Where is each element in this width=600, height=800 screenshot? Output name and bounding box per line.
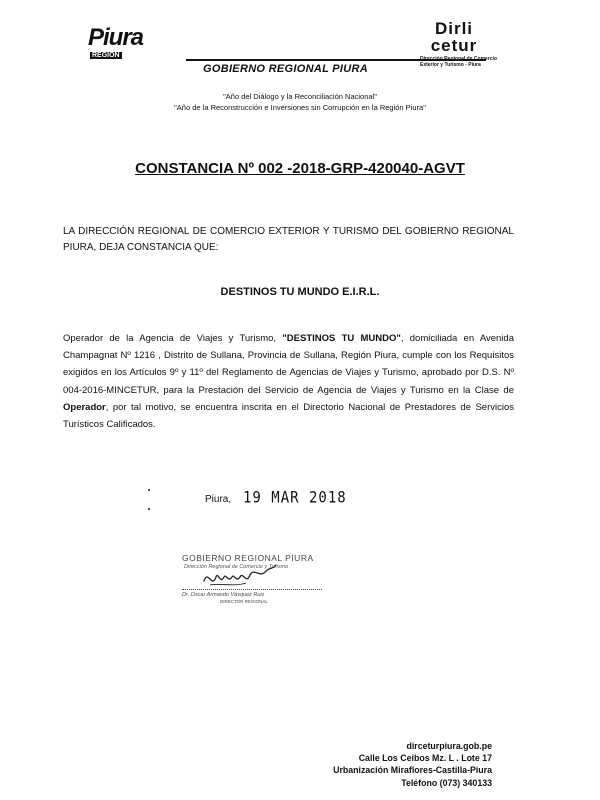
ink-dot xyxy=(148,508,150,510)
year-name-line: "Año del Diálogo y la Reconciliación Nacional" xyxy=(223,92,377,101)
footer-address: Urbanización Miraflores-Castilla-Piura xyxy=(333,765,492,776)
logo-description xyxy=(420,56,530,68)
year-name-line: "Año de la Reconstrucción e Inversiones sin Corrupción en la Región Piura" xyxy=(174,103,426,112)
company-name: DESTINOS TU MUNDO E.I.R.L. xyxy=(220,286,380,298)
footer-contact xyxy=(333,740,492,789)
stamp-line: Dirección Regional de Comercio y Turismo xyxy=(184,564,289,570)
signature-line xyxy=(182,589,322,590)
organization-name: GOBIERNO REGIONAL PIURA xyxy=(203,63,368,75)
date-label: Piura, xyxy=(205,494,232,505)
company-quote: "DESTINOS TU MUNDO" xyxy=(282,333,401,344)
date-stamp: 19 MAR 2018 xyxy=(243,488,347,508)
footer-phone: Teléfono (073) 340133 xyxy=(401,777,492,788)
piura-region-logo xyxy=(88,24,158,64)
intro-paragraph: LA DIRECCIÓN REGIONAL DE COMERCIO EXTERIOR Y TURISMO DEL GOBIERNO REGIONAL PIURA, DEJA CONSTANCIA QUE: xyxy=(63,226,514,253)
body-paragraph xyxy=(63,330,514,433)
footer-website: dirceturpiura.gob.pe xyxy=(406,741,492,751)
agency-class: Operador xyxy=(63,401,106,413)
logo-name: Dirli cetur xyxy=(430,19,478,55)
date-row xyxy=(205,490,405,512)
logo-subtitle: REGIÓN xyxy=(92,52,120,59)
logo-name: Piura xyxy=(88,24,144,51)
ink-dot xyxy=(148,489,150,491)
logo-description-line: Exterior y Turismo - Piura xyxy=(420,62,481,68)
logo-description-line: Dirección Regional de Comercio xyxy=(420,56,497,62)
body-text: , domiciliada en Avenida Champagnat Nº 1216 , Distrito de Sullana, Provincia de Sullana, Región Piura, cumple con los Requisitos exigidos en los Artículos 9º y 11º del Reglamento de Agencias de Viajes y Turismo, aprobado por D.S. Nº 004-2016-MINCETUR, para la Prestación del Servicio de Agencia de Viajes y Turismo en la Clase de xyxy=(63,333,514,396)
stamp-line: GOBIERNO REGIONAL PIURA xyxy=(182,553,314,563)
handwritten-signature xyxy=(200,559,280,591)
body-text: , por tal motivo, se encuentra inscrita en el Directorio Nacional de Prestadores de Servicios Turísticos Calificados. xyxy=(63,401,514,431)
header-divider xyxy=(186,59,486,61)
signature-stamp xyxy=(182,553,332,613)
document-title: CONSTANCIA Nº 002 -2018-GRP-420040-AGVT xyxy=(135,160,465,177)
stamp-line: Dr. Oscar Armando Vásquez Ruiz xyxy=(182,592,265,598)
body-text: Operador de la Agencia de Viajes y Turismo, xyxy=(63,333,283,344)
stamp-line: DIRECTOR REGIONAL xyxy=(220,599,268,604)
footer-address: Calle Los Ceibos Mz. L . Lote 17 xyxy=(358,753,492,764)
